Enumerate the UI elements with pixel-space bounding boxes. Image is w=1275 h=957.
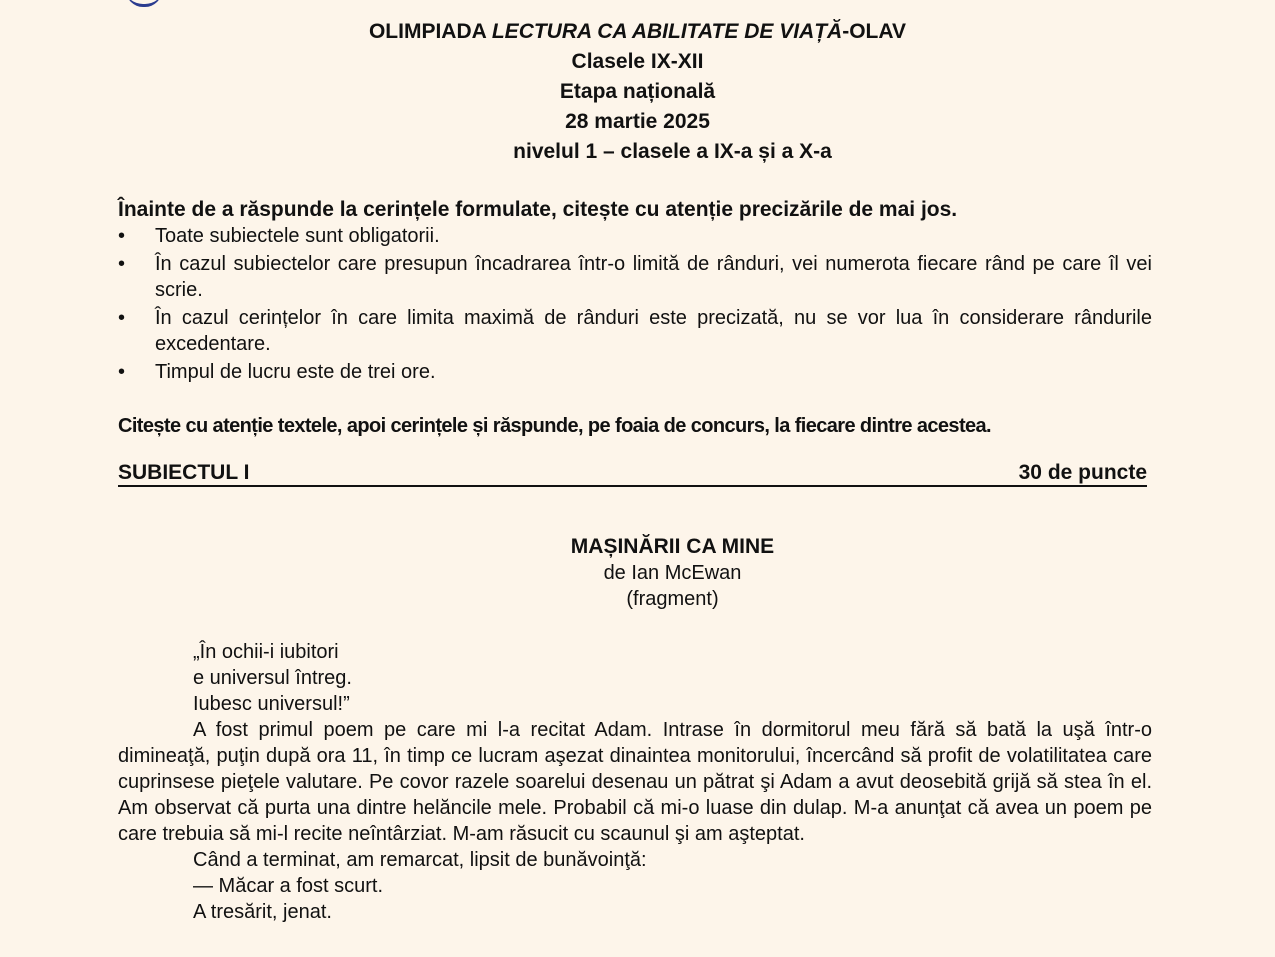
text-passage	[118, 639, 1152, 925]
bullet-icon: •	[118, 361, 126, 383]
work-author: de Ian McEwan	[603, 562, 742, 584]
stage-line: Etapa națională	[559, 80, 716, 103]
subject-heading	[118, 460, 1147, 487]
instructions-title: Înainte de a răspunde la cerințele formulate, citește cu atenție precizările de mai jos.	[118, 198, 958, 221]
rules-list	[118, 223, 1152, 385]
poem-line: „În ochii-i iubitori	[193, 641, 339, 663]
level-line: nivelul 1 – clasele a IX-a și a X-a	[513, 140, 832, 163]
classes-line: Clasele IX-XII	[571, 50, 704, 73]
story-paragraph: A fost primul poem pe care mi l-a recitat Adam. Intrase în dormitorul meu fără să bată la uşă într-o dimineaţă, puţin după ora 11, în timp ce lucram aşezat dinaintea monitorului, încercând să profit de volatilitatea care cuprinsese pieţele valutare. Pe covor razele soarelui desenau un pătrat şi Adam a avut deosebită grijă să stea în el. Am observat că purta una dintre helăncile mele. Probabil că mi-o luase din dulap. M-a anunţat că avea un poem pe care trebuia să mi-l recite neîntârziat. M-am răsucit cu scaunul şi am aşteptat.	[118, 719, 1152, 845]
work-title: MAȘINĂRII CA MINE	[570, 535, 775, 558]
story-line: A tresărit, jenat.	[193, 901, 332, 923]
story-line: Când a terminat, am remarcat, lipsit de bunăvoinţă:	[193, 849, 647, 871]
work-note: (fragment)	[626, 588, 719, 610]
bullet-icon: •	[118, 307, 126, 329]
rule-item: • Toate subiectele sunt obligatorii.	[118, 225, 440, 247]
read-instruction: Citește cu atenție textele, apoi cerințele și răspunde, pe foaia de concurs, la fiecare dintre acestea.	[118, 415, 992, 437]
rule-item: • În cazul subiectelor care presupun încadrarea într-o limită de rânduri, vei numerota fiecare rând pe care îl vei scrie.	[118, 253, 1152, 301]
text-heading	[0, 534, 1275, 612]
olympiad-title: OLIMPIADA LECTURA CA ABILITATE DE VIAȚĂ-OLAV	[368, 20, 907, 43]
rule-item: • În cazul cerințelor în care limita maximă de rânduri este precizată, nu se vor lua în considerare rândurile excedentare.	[118, 307, 1152, 355]
date-line: 28 martie 2025	[565, 110, 710, 133]
rule-item: • Timpul de lucru este de trei ore.	[118, 361, 436, 383]
poem-line: Iubesc universul!”	[193, 693, 350, 715]
poem-line: e universul întreg.	[193, 667, 352, 689]
logo-mark	[126, 0, 162, 7]
instructions-block	[118, 197, 1152, 385]
olympiad-name: LECTURA CA ABILITATE DE VIAȚĂ	[491, 20, 843, 43]
bullet-icon: •	[118, 225, 126, 247]
story-line: — Măcar a fost scurt.	[193, 875, 384, 897]
subject-points: 30 de puncte	[1018, 461, 1147, 484]
bullet-icon: •	[118, 253, 126, 275]
subject-label: SUBIECTUL I	[118, 461, 250, 484]
document-header	[0, 17, 1275, 167]
